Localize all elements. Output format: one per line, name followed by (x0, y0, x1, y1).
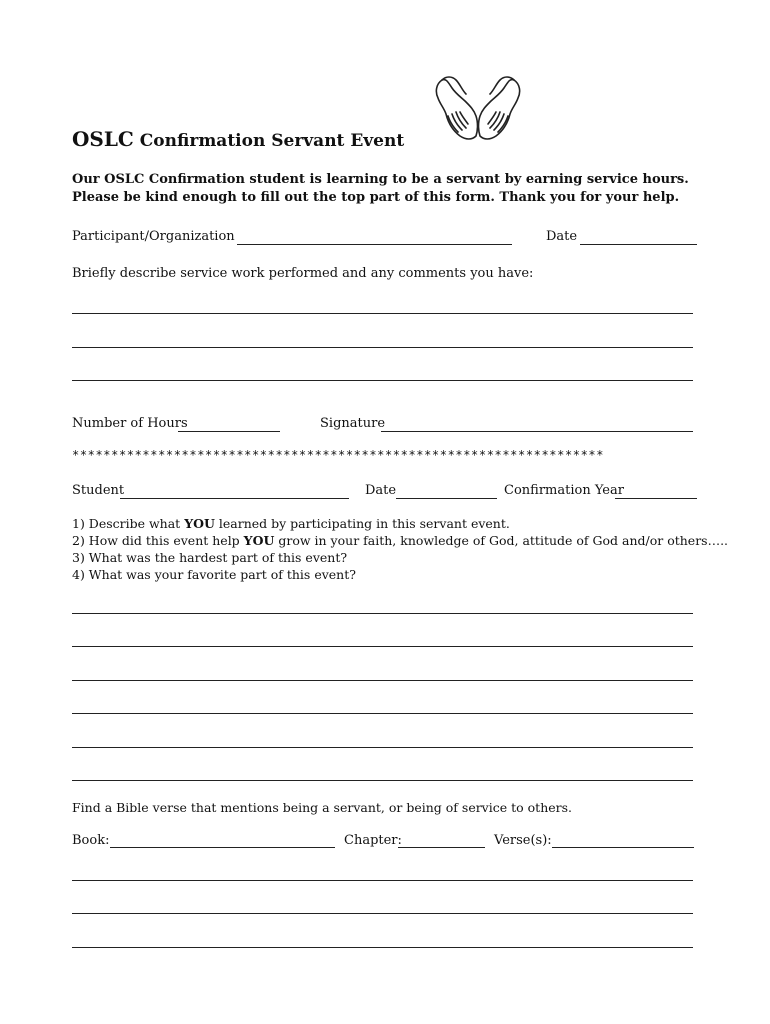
hours-field[interactable] (178, 431, 280, 432)
describe-line[interactable] (72, 347, 693, 348)
hours-label: Number of Hours (72, 416, 188, 431)
date-field[interactable] (580, 244, 697, 245)
verses-label: Verse(s): (494, 833, 552, 848)
question-3: 3) What was the hardest part of this event? (72, 550, 348, 565)
answer-line[interactable] (72, 680, 693, 681)
confirmation-year-label: Confirmation Year (504, 483, 624, 498)
date-label: Date (546, 229, 578, 244)
intro-line-1: Our OSLC Confirmation student is learning to be a servant by earning service hours. (72, 172, 689, 187)
separator: ******************************************************************** (72, 448, 605, 462)
signature-field[interactable] (381, 431, 693, 432)
describe-line[interactable] (72, 380, 693, 381)
answer-line[interactable] (72, 747, 693, 748)
answer-line[interactable] (72, 613, 693, 614)
page-title (72, 127, 404, 151)
answer-line[interactable] (72, 713, 693, 714)
participant-label: Participant/Organization (72, 229, 235, 244)
question-1: 1) Describe what YOU learned by participating in this servant event. (72, 516, 510, 531)
verses-field[interactable] (552, 847, 694, 848)
question-2: 2) How did this event help YOU grow in your faith, knowledge of God, attitude of God and/or others….. (72, 533, 729, 548)
signature-label: Signature (320, 416, 386, 431)
participant-field[interactable] (237, 244, 512, 245)
bible-prompt: Find a Bible verse that mentions being a servant, or being of service to others. (72, 800, 572, 815)
book-label: Book: (72, 833, 110, 848)
title-rest: Confirmation Servant Event (133, 131, 405, 151)
verse-line[interactable] (72, 913, 693, 914)
describe-label: Briefly describe service work performed and any comments you have: (72, 266, 534, 281)
answer-line[interactable] (72, 780, 693, 781)
chapter-label: Chapter: (344, 833, 402, 848)
describe-line[interactable] (72, 313, 693, 314)
title-prefix: OSLC (72, 127, 134, 151)
student-field[interactable] (120, 498, 349, 499)
verse-line[interactable] (72, 880, 693, 881)
intro-line-2: Please be kind enough to fill out the top part of this form. Thank you for your help. (72, 190, 680, 205)
verse-line[interactable] (72, 947, 693, 948)
date-label-2: Date (365, 483, 397, 498)
question-4: 4) What was your favorite part of this event? (72, 567, 356, 582)
open-hands-icon (432, 72, 524, 148)
answer-line[interactable] (72, 646, 693, 647)
chapter-field[interactable] (398, 847, 485, 848)
date-field-2[interactable] (396, 498, 497, 499)
student-label: Student (72, 483, 125, 498)
confirmation-year-field[interactable] (615, 498, 697, 499)
book-field[interactable] (110, 847, 335, 848)
